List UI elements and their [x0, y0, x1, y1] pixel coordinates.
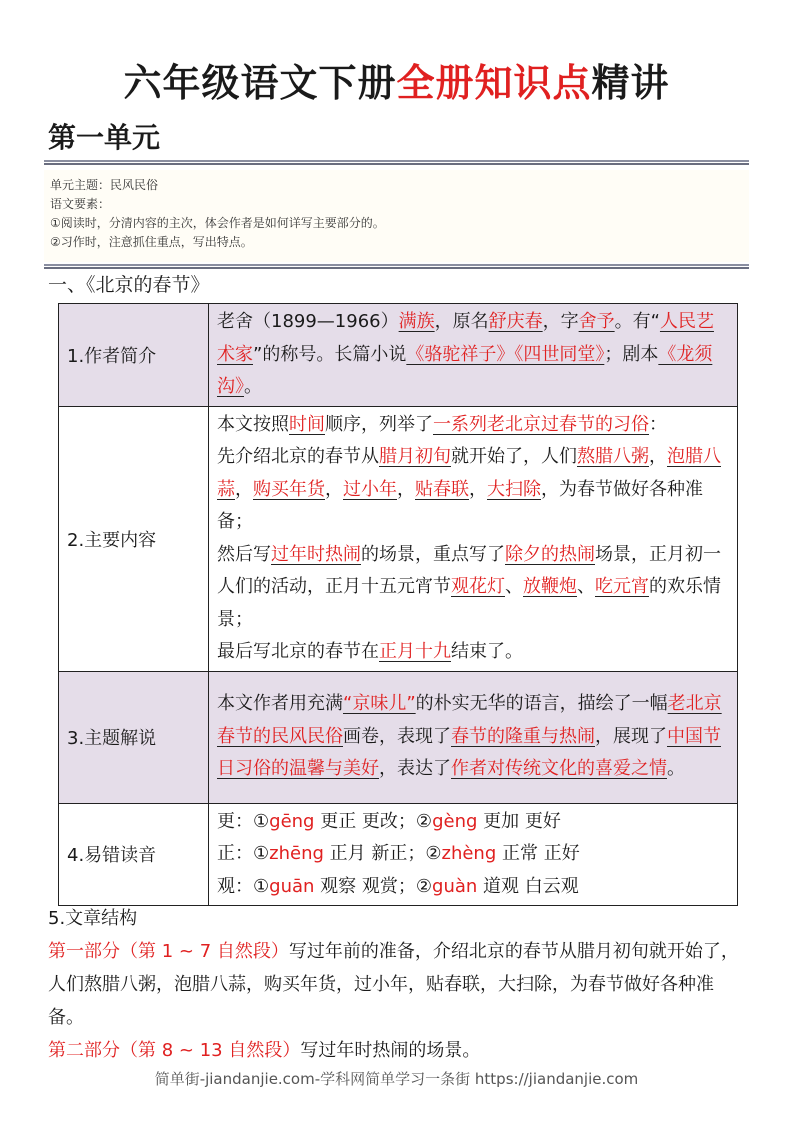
content-line: [217, 441, 731, 539]
title-highlight: 全册知识点: [396, 61, 592, 105]
text-segment: 更：①: [217, 810, 270, 832]
text-segment: 的朴实无华的语言，描绘了一幅: [415, 693, 668, 715]
structure-part-2: [48, 1034, 748, 1067]
text-segment: 的场景，重点写了: [361, 543, 505, 565]
pinyin: guàn: [432, 875, 478, 897]
text-segment: ，字: [542, 311, 579, 332]
text-segment: ，: [397, 478, 415, 500]
text-segment: 就开始了，人们: [451, 446, 577, 467]
key-term: 观花灯: [451, 576, 505, 597]
structure-heading: 5.文章结构: [48, 908, 138, 929]
text-segment: 最后写北京的春节在: [217, 641, 379, 662]
text-segment: ：: [649, 413, 667, 435]
text-segment: 正常 正好: [496, 843, 580, 864]
text-segment: 本文按照: [217, 413, 289, 435]
structure-part-1: [48, 935, 748, 1034]
language-elements-label: 语文要素：: [50, 197, 111, 211]
text-segment: 顺序，列举了: [325, 413, 433, 435]
text-segment: ，展现了: [595, 725, 667, 747]
key-term: 熬腊八粥: [577, 446, 649, 467]
title-prefix: 六年级语文下册: [123, 61, 397, 105]
text-segment: 先介绍北京的春节从: [217, 446, 379, 467]
footer-watermark: 简单街-jiandanjie.com-学科网简单学习一条街 https://jiandanjie.com: [154, 1070, 639, 1088]
part2-text: 写过年时热闹的场景。: [300, 1040, 481, 1061]
key-term: 泡腊八蒜: [217, 446, 721, 500]
text-segment: 正：①: [217, 843, 270, 864]
text-segment: 。有“: [614, 311, 660, 332]
row-content: [209, 803, 738, 906]
text-segment: 道观 白云观: [477, 875, 579, 897]
row-label: 1.作者简介: [59, 304, 209, 407]
text-segment: 。: [667, 758, 685, 780]
key-term: 正月十九: [379, 641, 451, 662]
key-term: 舍予: [578, 311, 615, 332]
key-term: 除夕的热闹: [505, 543, 595, 565]
text-segment: ，为春节做好各种准备；: [217, 478, 703, 532]
text-segment: ，表达了: [379, 758, 451, 780]
row-label: 3.主题解说: [59, 671, 209, 803]
key-term: 大扫除: [487, 478, 541, 500]
key-term: 《龙须沟》: [217, 343, 713, 397]
unit-heading: 第一单元: [48, 121, 161, 154]
text-segment: ，原名: [434, 311, 489, 332]
unit-theme: 单元主题：民风民俗: [50, 178, 159, 192]
text-segment: 观察 观赏；②: [314, 875, 433, 897]
row-content: [209, 671, 738, 803]
pinyin: gèng: [432, 810, 478, 832]
text-segment: 老舍（1899—1966）: [217, 311, 399, 332]
text-segment: 、: [505, 576, 523, 597]
key-term: 腊月初旬: [379, 446, 451, 467]
pinyin: gēng: [269, 810, 315, 832]
key-term: 吃元宵: [595, 576, 649, 597]
text-segment: 场景，正月初一人们的活动，正月十五元宵节: [217, 543, 721, 597]
key-term: 作者对传统文化的喜爱之情: [451, 758, 667, 780]
key-term: 贴春联: [415, 478, 469, 500]
text-segment: ，: [469, 478, 487, 500]
text-segment: 观：①: [217, 875, 270, 897]
language-element-2: ②习作时，注意抓住重点，写出特点。: [50, 235, 253, 249]
pinyin: zhēng: [269, 843, 324, 864]
knowledge-table: [58, 303, 738, 906]
key-term: “京味儿”: [343, 693, 416, 715]
text-segment: ，: [235, 478, 253, 500]
content-line: [217, 838, 731, 871]
pinyin: zhèng: [441, 843, 497, 864]
text-segment: 。: [244, 376, 262, 397]
unit-info-box: [44, 170, 749, 262]
content-line: [217, 409, 731, 442]
text-segment: 然后写: [217, 543, 271, 565]
text-segment: 更正 更改；②: [314, 810, 433, 832]
key-term: 《骆驼祥子》《四世同堂》: [406, 343, 605, 365]
row-content: [209, 304, 738, 407]
key-term: 放鞭炮: [523, 576, 577, 597]
pinyin: guān: [269, 875, 315, 897]
title-suffix: 精讲: [591, 61, 670, 105]
text-segment: 正月 新正；②: [323, 843, 442, 864]
article-structure-section: [48, 902, 748, 1067]
key-term: 中国节日习俗的温馨与美好: [217, 725, 721, 780]
key-term: 过年时热闹: [271, 543, 361, 565]
part1-label: 第一部分（第 1 ~ 7 自然段）: [48, 941, 289, 962]
part1-text: 写过年前的准备，介绍北京的春节从腊月初旬就开始了，人们熬腊八粥，泡腊八蒜，购买年货，过小年，贴春联，大扫除，为春节做好各种准备。: [48, 941, 739, 1028]
key-term: 时间: [289, 413, 325, 435]
text-segment: 结束了。: [451, 641, 523, 662]
double-divider-bottom: [44, 264, 749, 269]
key-term: 舒庆春: [488, 311, 543, 332]
table-row: [59, 304, 738, 407]
text-segment: 更加 更好: [477, 810, 561, 832]
row-label: 4.易错读音: [59, 803, 209, 906]
row-label: 2.主要内容: [59, 406, 209, 671]
key-term: 购买年货: [253, 478, 325, 500]
text-segment: ；剧本: [604, 343, 659, 365]
row-content: [209, 406, 738, 671]
text-segment: 、: [577, 576, 595, 597]
content-line: [217, 636, 731, 669]
text-segment: 画卷，表现了: [343, 725, 451, 747]
text-segment: 本文作者用充满: [217, 693, 343, 715]
content-line: [217, 806, 731, 839]
content-line: [217, 871, 731, 904]
key-term: 老北京春节的民风民俗: [217, 693, 722, 747]
key-term: 人民艺术家: [217, 311, 714, 365]
key-term: 过小年: [343, 478, 397, 500]
lesson-heading: 一、《北京的春节》: [48, 274, 210, 296]
key-term: 春节的隆重与热闹: [451, 725, 595, 747]
double-divider-top: [44, 160, 749, 165]
part2-label: 第二部分（第 8 ~ 13 自然段）: [48, 1040, 301, 1061]
key-term: 满族: [398, 311, 435, 332]
language-element-1: ①阅读时，分清内容的主次，体会作者是如何详写主要部分的。: [50, 216, 385, 230]
text-segment: ，: [649, 446, 667, 467]
table-row: [59, 803, 738, 906]
content-line: [217, 539, 731, 637]
document-title: [0, 58, 793, 108]
table-row: [59, 406, 738, 671]
text-segment: ”的称号。长篇小说: [253, 343, 407, 365]
text-segment: 的欢乐情景；: [217, 576, 721, 630]
table-row: [59, 671, 738, 803]
key-term: 一系列老北京过春节的习俗: [433, 413, 649, 435]
text-segment: ，: [325, 478, 343, 500]
